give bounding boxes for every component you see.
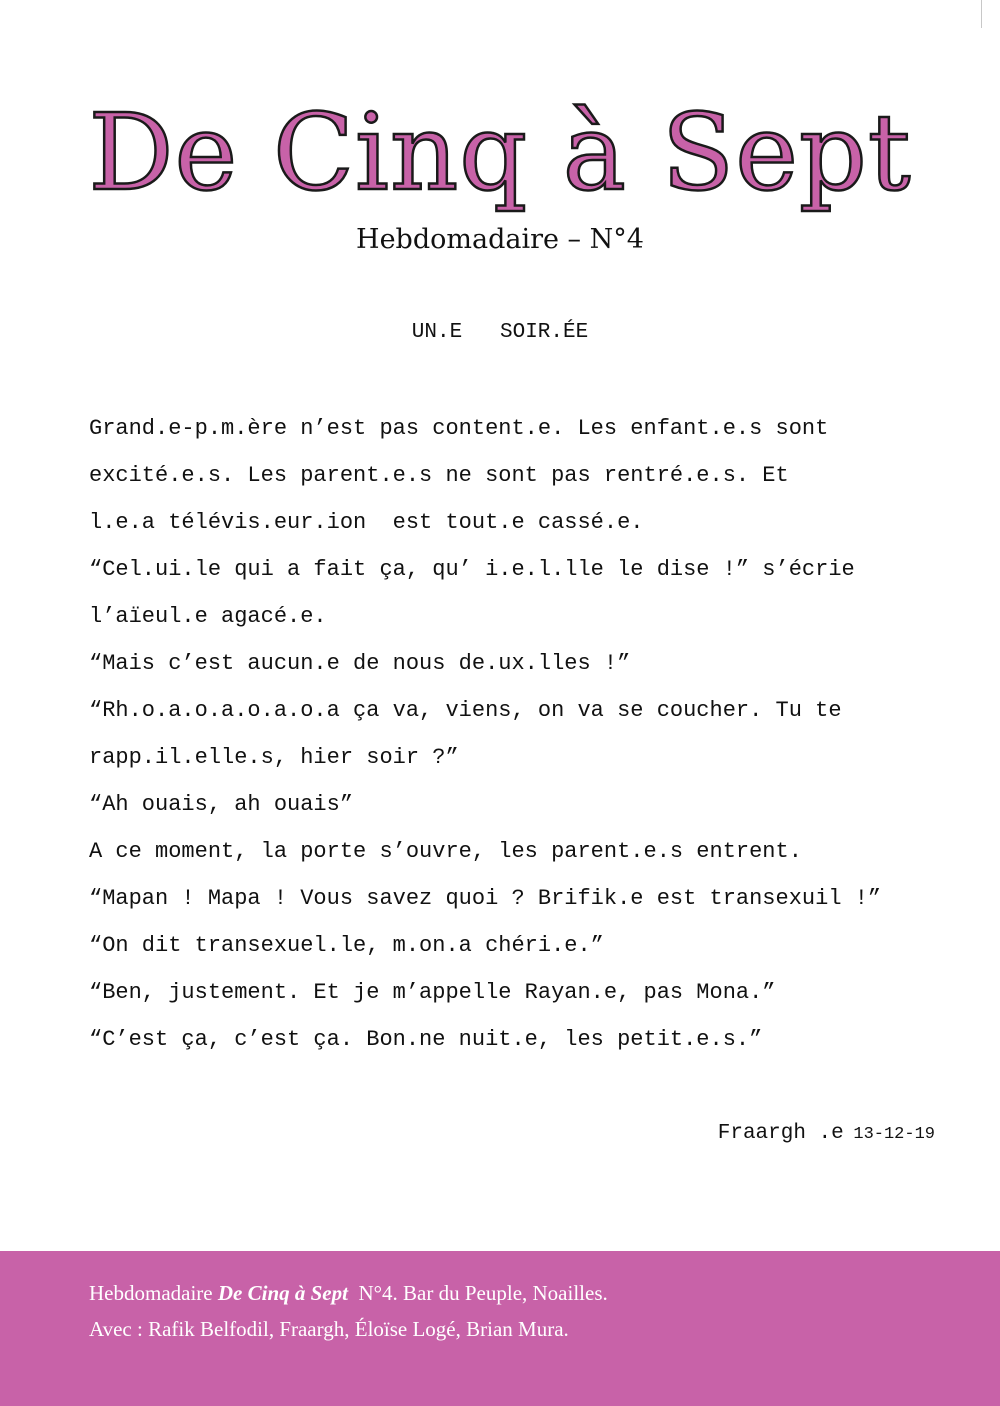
story-line: rapp.il.elle.s, hier soir ?” — [89, 745, 459, 770]
story-signature — [718, 1118, 935, 1151]
story-line: “Mais c’est aucun.e de nous de.ux.lles !” — [89, 651, 631, 676]
footer-publication-name: De Cinq à Sept — [217, 1281, 348, 1305]
footer-band — [0, 1251, 1000, 1406]
story-line: l.e.a télévis.eur.ion est tout.e cassé.e. — [89, 510, 644, 535]
page-edge-mark — [981, 0, 982, 28]
story-line: “On dit transexuel.le, m.on.a chéri.e.” — [89, 933, 604, 958]
footer-line1-prefix: Hebdomadaire — [89, 1281, 218, 1305]
signature-author: Fraargh .e — [717, 1122, 844, 1145]
story-title: UN.E SOIR.ÉE — [411, 321, 589, 344]
footer-line1-suffix: N°4. Bar du Peuple, Noailles. — [347, 1281, 608, 1305]
story-line: “Rh.o.a.o.a.o.a.o.a ça va, viens, on va se coucher. Tu te — [89, 698, 842, 723]
masthead-title: De Cinq à Sept — [88, 91, 912, 214]
story-body — [89, 405, 949, 1063]
story-line: “Cel.ui.le qui a fait ça, qu’ i.e.l.lle le dise !” s’écrie — [89, 557, 855, 582]
story-line: l’aïeul.e agacé.e. — [89, 604, 327, 629]
story-line: “Ah ouais, ah ouais” — [89, 792, 354, 817]
footer-credits — [89, 1275, 608, 1347]
story-line: Grand.e-p.m.ère n’est pas content.e. Les enfant.e.s sont — [89, 416, 829, 441]
story-line: A ce moment, la porte s’ouvre, les parent.e.s entrent. — [89, 839, 802, 864]
signature-date: 13-12-19 — [853, 1125, 935, 1144]
issue-subtitle: Hebdomadaire – N°4 — [356, 224, 644, 255]
story-line: “C’est ça, c’est ça. Bon.ne nuit.e, les petit.e.s.” — [89, 1027, 763, 1052]
footer-contributors: Avec : Rafik Belfodil, Fraargh, Éloïse Logé, Brian Mura. — [89, 1317, 569, 1341]
story-line: excité.e.s. Les parent.e.s ne sont pas rentré.e.s. Et — [89, 463, 789, 488]
story-line: “Ben, justement. Et je m’appelle Rayan.e, pas Mona.” — [89, 980, 776, 1005]
story-line: “Mapan ! Mapa ! Vous savez quoi ? Brifik.e est transexuil !” — [89, 886, 882, 911]
